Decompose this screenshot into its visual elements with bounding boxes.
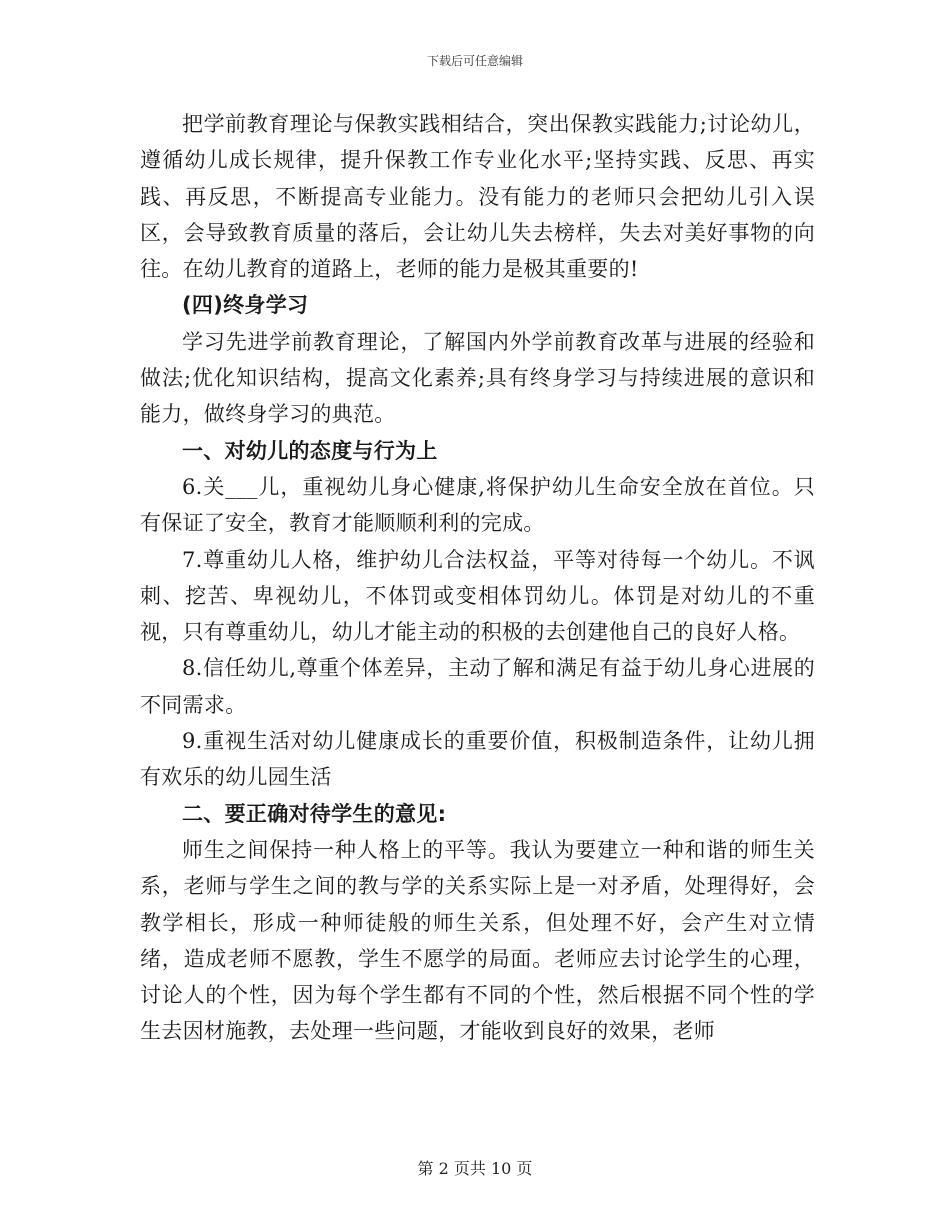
document-body: [140, 106, 815, 1050]
heading-attitude-behavior: 一、对幼儿的态度与行为上: [182, 438, 438, 463]
paragraph-lifelong-learning: 学习先进学前教育理论，了解国内外学前教育改革与进展的经验和做法;优化知识结构，提高文化素养;具有终身学习与持续进展的意识和能力，做终身学习的典范。: [140, 329, 815, 427]
paragraph-item-6: 6.关___儿，重视幼儿身心健康,将保护幼儿生命安全放在首位。只有保证了安全，教育才能顺顺利利的完成。: [140, 474, 815, 536]
heading-student-opinions: 二、要正确对待学生的意见:: [182, 801, 447, 826]
paragraph-item-8: 8.信任幼儿,尊重个体差异，主动了解和满足有益于幼儿身心进展的不同需求。: [140, 656, 815, 717]
page-header: 下载后可任意编辑: [426, 54, 523, 68]
page-footer: 第 2 页共 10 页: [417, 1159, 533, 1178]
heading-lifelong-learning: (四)终身学习: [182, 293, 309, 318]
paragraph-item-7: 7.尊重幼儿人格，维护幼儿合法权益，平等对待每一个幼儿。不讽刺、挖苦、卑视幼儿，不体罚或变相体罚幼儿。体罚是对幼儿的不重视，只有尊重幼儿，幼儿才能主动的积极的去创建他自己的良好人格。: [140, 547, 815, 645]
paragraph-teacher-student-relation: 师生之间保持一种人格上的平等。我认为要建立一种和谐的师生关系，老师与学生之间的教与学的关系实际上是一对矛盾，处理得好，会教学相长，形成一种师徒般的师生关系，但处理不好，会产生对立情绪，造成老师不愿教，学生不愿学的局面。老师应去讨论学生的心理，讨论人的个性，因为每个学生都有不同的个性，然后根据不同个性的学生去因材施教，去处理一些问题，才能收到良好的效果，老师: [140, 837, 815, 1044]
paragraph-practice: 把学前教育理论与保教实践相结合，突出保教实践能力;讨论幼儿，遵循幼儿成长规律，提升保教工作专业化水平;坚持实践、反思、再实践、再反思，不断提高专业能力。没有能力的老师只会把幼儿引入误区，会导致教育质量的落后，会让幼儿失去榜样，失去对美好事物的向往。在幼儿教育的道路上，老师的能力是极其重要的!: [140, 112, 815, 282]
paragraph-item-9: 9.重视生活对幼儿健康成长的重要价值，积极制造条件，让幼儿拥有欢乐的幼儿园生活: [140, 729, 815, 790]
